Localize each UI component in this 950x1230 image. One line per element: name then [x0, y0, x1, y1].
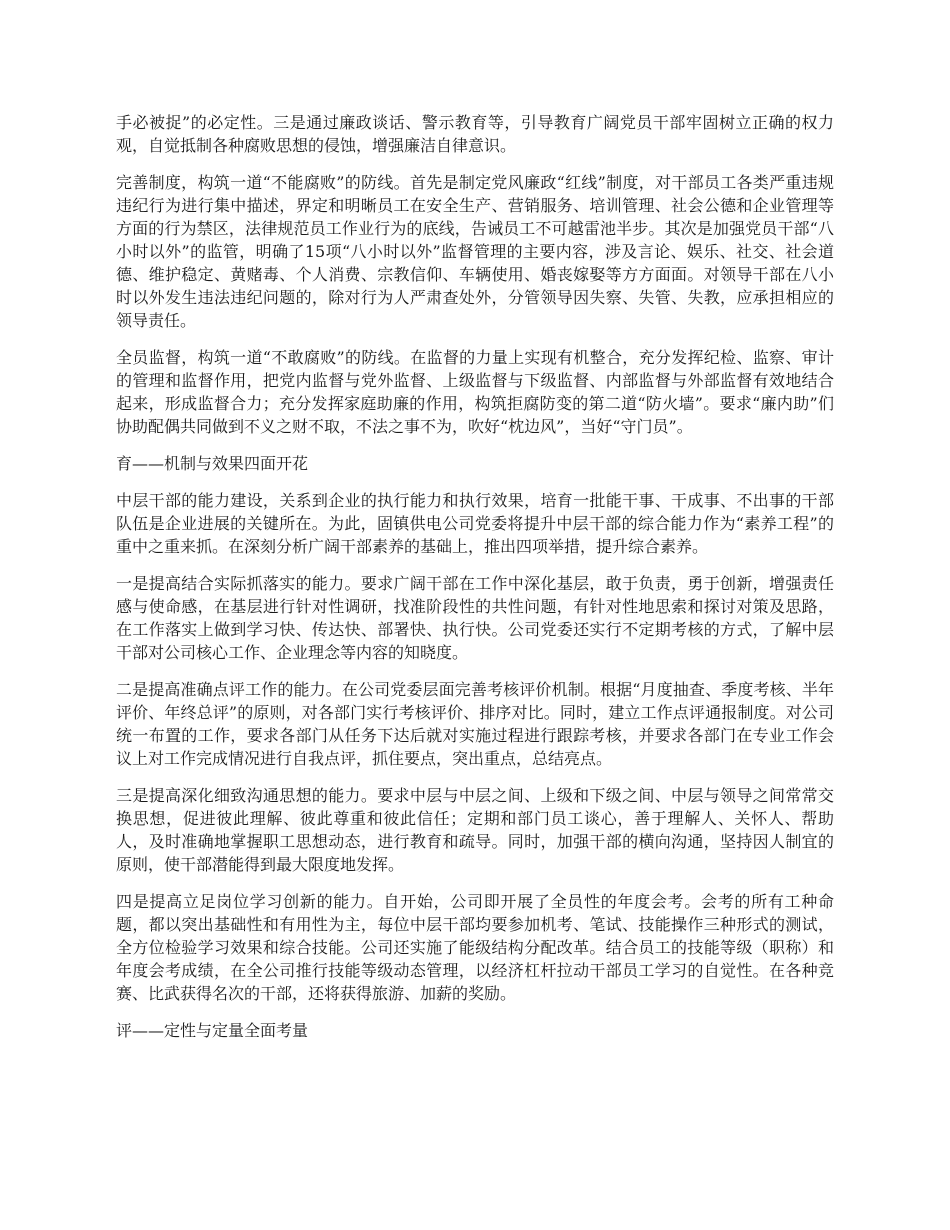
- section-heading-cultivate: 育——机制与效果四面开花: [116, 454, 309, 473]
- paragraph-measure-two: 二是提高准确点评工作的能力。在公司党委层面完善考核评价机制。根据“月度抽查、季度考核、半年评价、年终总评”的原则，对各部门实行考核评价、排序对比。同时，建立工作点评通报制度。对公司统一布置的工作，要求各部门从任务下达后就对实施过程进行跟踪考核，并要求各部门在专业工作会议上对工作完成情况进行自我点评，抓住要点，突出重点，总结亮点。: [116, 680, 834, 768]
- paragraph-dare-not-corrupt: 全员监督，构筑一道“不敢腐败”的防线。在监督的力量上实现有机整合，充分发挥纪检、监察、审计的管理和监督作用，把党内监督与党外监督、上级监督与下级监督、内部监督与外部监督有效地结合起来，形成监督合力；充分发挥家庭助廉的作用，构筑拒腐防变的第二道“防火墙”。要求“廉内助”们协助配偶共同做到不义之财不取，不法之事不为，吹好“枕边风”，当好“守门员”。: [116, 348, 834, 436]
- section-heading-evaluate: 评——定性与定量全面考量: [116, 1021, 309, 1040]
- paragraph-measure-one: 一是提高结合实际抓落实的能力。要求广阔干部在工作中深化基层，敢于负责，勇于创新，增强责任感与使命感，在基层进行针对性调研，找准阶段性的共性问题，有针对性地思索和探讨对策及思路，在工作落实上做到学习快、传达快、部署快、执行快。公司党委还实行不定期考核的方式，了解中层干部对公司核心工作、企业理念等内容的知晓度。: [116, 574, 834, 662]
- paragraph-middle-management: 中层干部的能力建设，关系到企业的执行能力和执行效果，培育一批能干事、干成事、不出事的干部队伍是企业进展的关键所在。为此，固镇供电公司党委将提升中层干部的综合能力作为“素养工程”的重中之重来抓。在深刻分析广阔干部素养的基础上，推出四项举措，提升综合素养。: [116, 491, 834, 556]
- paragraph-cannot-corrupt: 完善制度，构筑一道“不能腐败”的防线。首先是制定党风廉政“红线”制度，对干部员工各类严重违规违纪行为进行集中描述，界定和明晰员工在安全生产、营销服务、培训管理、社会公德和企业管理等方面的行为禁区，法律规范员工作业行为的底线，告诫员工不可越雷池半步。其次是加强党员干部“八小时以外”的监管，明确了15项“八小时以外”监督管理的主要内容，涉及言论、娱乐、社交、社会道德、维护稳定、黄赌毒、个人消费、宗教信仰、车辆使用、婚丧嫁娶等方方面面。对领导干部在八小时以外发生违法违纪问题的，除对行为人严肃查处外，分管领导因失察、失管、失教，应承担相应的领导责任。: [116, 173, 834, 330]
- paragraph-measure-four: 四是提高立足岗位学习创新的能力。自开始，公司即开展了全员性的年度会考。会考的所有工种命题，都以突出基础性和有用性为主，每位中层干部均要参加机考、笔试、技能操作三种形式的测试，全方位检验学习效果和综合技能。公司还实施了能级结构分配改革。结合员工的技能等级（职称）和年度会考成绩，在全公司推行技能等级动态管理，以经济杠杆拉动干部员工学习的自觉性。在各种竞赛、比武获得名次的干部，还将获得旅游、加薪的奖励。: [116, 892, 834, 1003]
- paragraph-integrity-awareness: 手必被捉”的必定性。三是通过廉政谈话、警示教育等，引导教育广阔党员干部牢固树立正确的权力观，自觉抵制各种腐败思想的侵蚀，增强廉洁自律意识。: [116, 113, 834, 155]
- paragraph-measure-three: 三是提高深化细致沟通思想的能力。要求中层与中层之间、上级和下级之间、中层与领导之间常常交换思想，促进彼此理解、彼此尊重和彼此信任；定期和部门员工谈心，善于理解人、关怀人、帮助人，及时准确地掌握职工思想动态，进行教育和疏导。同时，加强干部的横向沟通，坚持因人制宜的原则，使干部潜能得到最大限度地发挥。: [116, 786, 834, 874]
